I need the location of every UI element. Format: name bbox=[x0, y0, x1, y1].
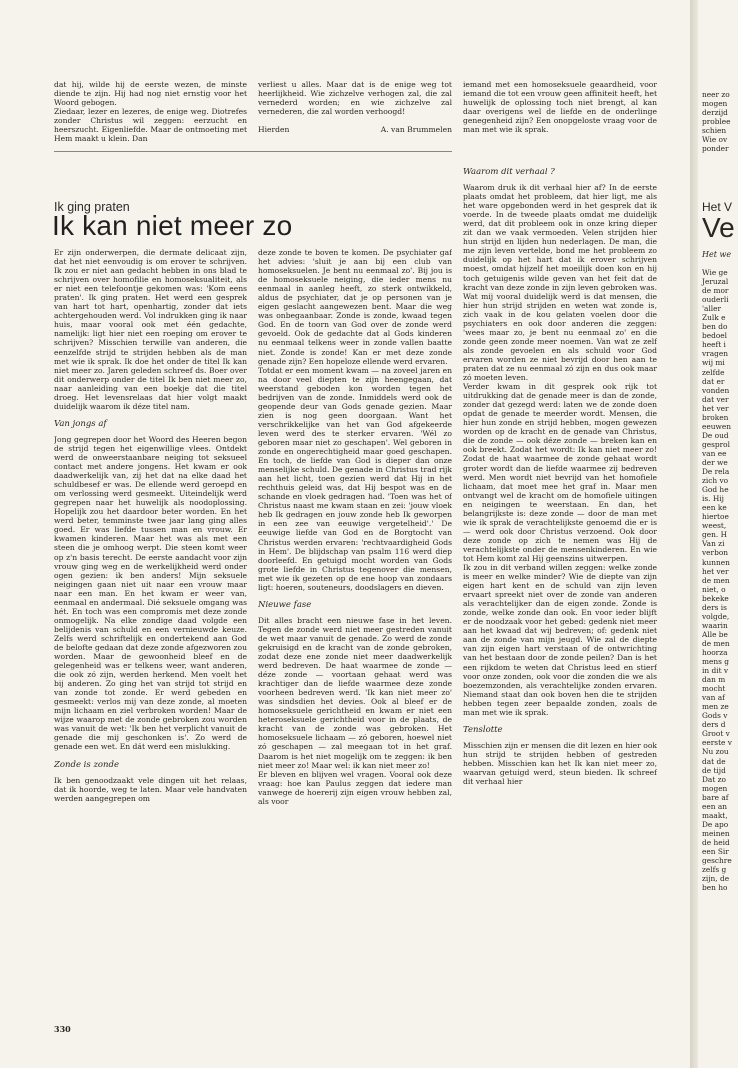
byline-author: A. van Brummelen bbox=[380, 125, 452, 135]
next-page-line: de men bbox=[702, 638, 730, 648]
next-page-line: schien bbox=[702, 126, 727, 136]
next-page-line: de men bbox=[702, 575, 730, 585]
next-page-line: dat er bbox=[702, 376, 725, 386]
article-paragraph: Er bleven en blijven wel vragen. Vooral ook deze vraag: hoe kan Paulus zeggen dat iedere man vanwege de hoererij zijn eigen vrouw hebben zal, als voor bbox=[258, 769, 452, 806]
next-page-line: mogen bbox=[702, 783, 728, 793]
next-page-line: ders is bbox=[702, 602, 727, 612]
next-page-line: mens g bbox=[702, 657, 730, 667]
next-page-line: Gods v bbox=[702, 711, 728, 721]
next-page-line: eerste v bbox=[702, 738, 732, 748]
article-paragraph: Misschien zijn er mensen die dit lezen en hier ook hun strijd te strijden hebben of gestreden hebben. Misschien kan het Ik kan niet meer zo, waarvan getuigd werd, steun bieden. Ik schreef dit verhaal hier bbox=[463, 740, 657, 787]
subheading: Zonde is zonde bbox=[54, 759, 119, 770]
article-column-3 bbox=[463, 168, 657, 1036]
next-page-line: maakt, bbox=[702, 810, 728, 820]
next-page-top-lines bbox=[702, 90, 731, 153]
next-page-line: verbon bbox=[702, 548, 729, 558]
next-page-line: Nu zou bbox=[702, 747, 729, 757]
next-page-line: de mor bbox=[702, 286, 729, 296]
next-page-line: Groot v bbox=[702, 729, 730, 739]
next-page-line: vragen bbox=[702, 349, 728, 359]
subheading: Waarom dit verhaal ? bbox=[463, 168, 555, 177]
article-headline: Ik kan niet meer zo bbox=[52, 210, 293, 241]
article-column-1 bbox=[54, 248, 247, 1020]
next-page-line: neer zo bbox=[702, 90, 730, 99]
next-page-line: bekeke bbox=[702, 593, 729, 603]
next-page-line: een an bbox=[702, 801, 728, 811]
article-column-3-top bbox=[463, 80, 657, 144]
next-page-line: gesprol bbox=[702, 439, 730, 449]
next-page-line: zelfde bbox=[702, 367, 725, 377]
book-gutter bbox=[690, 0, 698, 1068]
article-text: iemand met een homoseksuele geaardheid, voor iemand die tot een vrouw geen affiniteit heeft, het huwelijk de oplossing toch niet brengt, al kan daar overigens wel de liefde en de onderlinge genegenheid zijn? Een onopgeloste vraag voor de man met wie ik sprak. bbox=[463, 80, 657, 135]
next-page-line: ponder bbox=[702, 144, 729, 154]
next-page-line: een ke bbox=[702, 503, 727, 513]
next-page-line: het ver bbox=[702, 403, 729, 413]
next-page-line: zich vo bbox=[702, 476, 729, 486]
next-page-line: dat de bbox=[702, 756, 726, 766]
next-page-line: een Sir bbox=[702, 847, 729, 856]
next-page-line: zelfs g bbox=[702, 865, 727, 875]
section-divider bbox=[54, 151, 452, 152]
next-page-line: derzijd bbox=[702, 108, 728, 118]
next-page-line: Van zi bbox=[702, 539, 725, 549]
next-page-line: bare af bbox=[702, 792, 729, 802]
next-page-line: 'aller bbox=[702, 304, 722, 314]
next-page-line: vonden bbox=[702, 385, 730, 395]
next-page-line: Zulk e bbox=[702, 313, 726, 323]
next-page-line: Jeruzal bbox=[702, 277, 729, 287]
next-page-line: Wie ov bbox=[702, 135, 728, 145]
next-page-line: De apo bbox=[702, 819, 729, 829]
subheading: Nieuwe fase bbox=[258, 599, 312, 610]
article-column-2 bbox=[258, 248, 452, 1038]
next-page-line: God he bbox=[702, 485, 729, 495]
next-page-line: van ee bbox=[702, 448, 727, 458]
next-page-line: problee bbox=[702, 117, 731, 127]
page-number: 330 bbox=[54, 1024, 71, 1034]
next-page-subhead: Het we bbox=[702, 250, 732, 259]
prev-article-byline bbox=[258, 125, 452, 134]
article-paragraph: Totdat er een moment kwam — na zoveel jaren en na door veel diepten te zijn heengegaan, dat weerstand geboden kon worden tegen het bedrijven van de zonde. Inmiddels werd ook de geopende deur van Gods genade gezien. Maar zien is nog geen doorgaan. Want het verschrikkelijke van het van God afgekeerde leven werd des te sterker ervaren. 'Wél zo geboren maar niet zo geschapen'. Wel geboren in zonde en ongerechtigheid maar goed geschapen. En toch, de liefde van God is dieper dan onze menselijke schuld. De genade in Christus trad rijk aan het licht, toen gezien werd dat Hij in het rechthuis geleid was, dat Hij bespot was en de schande en vloek gedragen had. 'Toen was het of Christus naast me kwam staan en zei: 'jouw vloek heb Ik gedragen en jouw zonde heb Ik geworpen in een zee van eeuwige vergetelheid'.' De eeuwige liefde van God en de Borgtocht van Christus werden ervaren: 'rechtvaardigheid Gods in Hem'. De blijdschap van psalm 116 werd diep doorleefd. En getuigd mocht worden van Gods grote liefde in Christus tegenover die mensen, met wie ik gezeten op de ene hoop van zondaars ligt: hoeren, souteneurs, doodslagers en dieven. bbox=[258, 365, 452, 592]
article-paragraph: Ik zou in dit verband willen zeggen: welke zonde is meer en welke minder? Wie de diepte van zijn eigen hart kent en de schuld van zijn leven ervaart spreekt niet over de zonde van anderen als verachtelijker dan de eigen zonde. Zonde is zonde, welke zonde dan ook. En voor ieder blijft er de noodzaak voor het gebed: gedenk niet meer aan het kwaad dat wij bedreven; of: gedenk niet aan de zonde van mijn jeugd. Wie zal de diepte van zijn eigen hart verstaan of de ontwrichting van het bestaan door de zonde peilen? Dan is het een rijkdom te weten dat Christus leed en stierf voor onze zonden, ook voor die zonden die we als boezemzonden, als verachtelijke zonden ervaren. Niemand staat dan ook boven hen die te strijden hebben tegen zeer bepaalde zonden, zoals de man met wie ik sprak. bbox=[463, 563, 657, 717]
next-page-line: De rela bbox=[702, 467, 730, 477]
next-page-line: niet, o bbox=[702, 584, 726, 594]
article-paragraph: Dit alles bracht een nieuwe fase in het leven. Tegen de zonde werd niet meer gestreden vanuit de wet maar vanuit de genade. Zo werd de zonde gekruisigd en de kracht van de zonde gebroken, zodat deze ene zonde niet meer daadwerkelijk werd bedreven. De haat waarmee de zonde — déze zonde — voortaan gehaat werd was krachtiger dan de liefde waarmee deze zonde voorheen bedreven werd. 'Ik kan niet meer zo' was sindsdien het devies. Ook al bleef er de homoseksuele gerichtheid en kwam er niet een heteroseksuele gerichtheid voor in de plaats, de kracht van de zonde was gebroken. Het homoseksuele lichaam — zó geboren, hoewel niet zó geschapen — zal meegaan tot in het graf. Daarom is het niet mogelijk om te zeggen: ik ben niet meer zo! Maar wel: ik kan niet meer zo! bbox=[258, 615, 452, 770]
subheading: Van jongs af bbox=[54, 418, 107, 429]
next-page-line: zijn, de bbox=[702, 874, 730, 884]
next-page-lines bbox=[702, 268, 732, 892]
next-page-line: het ver bbox=[702, 566, 729, 576]
next-page-line: dat ver bbox=[702, 394, 729, 404]
next-page-line: geschre bbox=[702, 856, 732, 866]
next-page-line: mocht bbox=[702, 684, 726, 694]
next-page-line: Wie ge bbox=[702, 268, 728, 277]
next-page-edge bbox=[698, 0, 738, 1068]
next-page-line: men ze bbox=[702, 702, 729, 712]
article-paragraph: Waarom druk ik dit verhaal hier af? In de eerste plaats omdat het probleem, dat hier ligt, me als het ware opgebonden werd in het gesprek dat ik voerde. In de tweede plaats omdat me duidelijk werd, dat dit probleem ook in onze kring dieper zit dan we vaak vermoeden. Velen strijden hier hun strijd en lijden hun nederlagen. De man, die me zijn leven vertelde, bond me het probleem zo duidelijk op het hart dat ik erover schrijven moest, omdat hijzelf het moeilijk doen kon en hij toch getuigenis wilde geven van het feit dat de kracht van deze zonde in zijn leven gebroken was. Wat mij vooral duidelijk werd is dat mensen, die hier hun strijd strijden en weten wat zonde is, zich vaak in de kou gelaten voelen door die psychiaters en ook door anderen die zeggen: 'wees maar zo, je bent nu eenmaal zo' en die zonde geen zonde meer noemen. Van wat ze zelf als zonde gevoelen en als schuld voor God ervaren worden ze niet bevrijd door hen aan te praten dat ze nu eenmaal zó zijn en dus ook maar zó moeten leven. bbox=[463, 183, 657, 383]
article-paragraph: deze zonde te boven te komen. De psychiater gaf het advies: 'sluit je aan bij een club van homoseksuelen. Je bent nu eenmaal zo'. Bij jou is de homoseksuele neiging, die ieder mens nu eenmaal in aanleg heeft, zo sterk ontwikkeld, aldus de psychiater, dat je op personen van je eigen geslacht aangewezen bent. Maar die weg was onbegaanbaar. Zonde is zonde, kwaad tegen God. En de toorn van God over de zonde werd gevoeld. Ook de gedachte dat al Gods kinderen nu eenmaal telkens weer in zonde vallen baatte niet. Zonde is zonde! Kan er met deze zonde genade zijn? Een hopeloze ellende werd ervaren. bbox=[258, 248, 452, 366]
article-intro: Er zijn onderwerpen, die dermate delicaat zijn, dat het niet eenvoudig is om erover te schrijven. Ik zou er niet aan gedacht hebben in ons blad te schrijven over homofilie en homoseksualiteit, als er niet een telefoontje gekomen was: 'Kom eens praten'. Ik ging praten. Het werd een gesprek van hart tot hart, openhartig, zonder dat iets achtergehouden werd. Vol indrukken ging ik naar huis, maar vooral ook met één gedachte, namelijk: ligt hier niet een roeping om erover te schrijven? Misschien terwille van anderen, die eenzelfde strijd te strijden hebben als de man met wie ik sprak. Ik doe het onder de titel Ik kan niet meer zo. Jaren geleden schreef ds. Boer over dit onderwerp onder de titel Ik ben niet meer zo, naar aanleiding van een boekje dat die titel droeg. Het levensrelaas dat hier volgt maakt duidelijk waarom ik déze titel nam. bbox=[54, 248, 247, 411]
prev-article-text: verliest u alles. Maar dat is de enige weg tot heerlijkheid. Wie zichzelve verhogen zal, die zal vernederd worden; en wie zichzelve zal vernederen, die zal worden verhoogd! bbox=[258, 80, 452, 117]
next-page-line: waarin bbox=[702, 620, 728, 630]
next-page-line: is. Hij bbox=[702, 494, 724, 504]
next-page-line: in dit v bbox=[702, 666, 729, 676]
next-page-line: van af bbox=[702, 693, 725, 703]
prev-article-text: Ziedaar, lezer en lezeres, de enige weg. Diotrefes zonder Christus wil zeggen: eerzucht en heerszucht. Eigenliefde. Maar de ontmoeting met Hem maakt u klein. Dan bbox=[54, 107, 247, 144]
next-page-line: meinen bbox=[702, 828, 730, 838]
next-page-kicker: Het V bbox=[702, 200, 733, 214]
next-page-line: Alle be bbox=[702, 629, 728, 639]
next-page-line: de heid bbox=[702, 837, 730, 847]
article-paragraph: Ik ben genoodzaakt vele dingen uit het relaas, dat ik hoorde, weg te laten. Maar vele handvaten werden aangegrepen om bbox=[54, 775, 247, 803]
next-page-line: ben do bbox=[702, 322, 728, 332]
next-page-line: mogen bbox=[702, 99, 728, 109]
prev-article-text: dat hij, wilde hij de eerste wezen, de minste diende te zijn. Hij had nog niet ernstig voor het Woord gebogen. bbox=[54, 80, 247, 108]
prev-article-column-1 bbox=[54, 80, 247, 144]
article-paragraph: Verder kwam in dit gesprek ook rijk tot uitdrukking dat de genade meer is dan de zonde, zonder dat gezegd werd: laten we de zonde doen opdat de genade te meerder wordt. Mensen, die hier hun zonde en strijd hebben, mogen gewezen worden op de kracht en de genade van Christus, die de zonde — ook déze zonde — breken kan en ook breekt. Zodat het wordt: Ik kan niet meer zo! Zodat de haat waarmee de zonde gehaat wordt groter wordt dan de liefde waarmee zij bedreven werd. Men wordt niet bevrijd van het homofiele lichaam, dat moet mee het graf in. Maar men ontvangt wel de kracht om de homofiele uitingen en neigingen te weerstaan. En dan, het belangrijkste is: deze zonde — door de man met wie ik sprak de verachtelijkste genoemd die er is — werd ook door Christus verzoend. Ook door deze zonde op zich te nemen was Hij de verachtelijkste onder de mensenkinderen. En wie tot Hem komt zal Hij geenszins uitwerpen. bbox=[463, 382, 657, 563]
next-page-line: weest, bbox=[702, 521, 727, 531]
next-page-line: De oud bbox=[702, 430, 729, 440]
article-paragraph: Jong gegrepen door het Woord des Heeren begon de strijd tegen het eigenwillige vlees. Ontdekt werd de onweerstaanbare neiging tot seksueel contact met andere jongens. Het kwam er ook daadwerkelijk van, zij het dat na elke daad het schuldbesef er was. De ellende werd geroepd en om verlossing werd gesmeekt. Uiteindelijk werd gegrepen naar het huwelijk als noodoplossing. Hopelijk zou het daardoor beter worden. En het werd beter, temminste twee jaar lang ging alles goed. Er was liefde tussen man en vrouw. Er kwamen kinderen. Maar het was als met een steen die je omhoog werpt. Die steen komt weer op z'n basis terecht. De eerste aandacht voor zijn vrouw ging weg en de werkelijkheid werd onder ogen gezien: ik ben anders! Mijn seksuele neigingen gaan niet uit naar een vrouw maar naar een man. En het kwam er weer van, eenmaal en andermaal. Dié seksuele omgang was hét. En toch was een compromis met deze zonde onmogelijk. Na elke zondige daad volgde een belijdenis van schuld en een vernieuwde keuze. Zelfs werd schriftelijk en ondertekend aan God de belofte gedaan dat deze zonde afgezworen zou worden. Maar de gewoonheid bleef en de gelegenheid was er telkens weer, want anderen, die ook zó zijn, werden herkend. Men voelt het bij anderen. Zo ging het van strijd tot strijd en van zonde tot zonde. Er werd gebeden en gesmeekt: verlos mij van deze zonde, al moeten mijn lichaam en ziel verbroken worden! Maar de wijze waarop met de zonde gebroken zou worden was vanuit de wet: 'Ik ben het verplicht vanuit de genade die mij geschonken is'. Zo werd de genade een wet. En dát werd een mislukking. bbox=[54, 434, 247, 752]
next-page-line: Dat zo bbox=[702, 774, 726, 784]
next-page-headline: Ve bbox=[702, 212, 735, 243]
next-page-line: heeft i bbox=[702, 340, 726, 350]
next-page-line: gen. H bbox=[702, 530, 728, 540]
next-page-line: kunnen bbox=[702, 557, 730, 567]
subheading: Tenslotte bbox=[463, 724, 503, 735]
next-page-line: volgde, bbox=[702, 611, 730, 621]
prev-article-column-2 bbox=[258, 80, 452, 144]
next-page-line: ders d bbox=[702, 720, 726, 730]
byline-place: Hierden bbox=[258, 125, 290, 135]
next-page-line: bedoel bbox=[702, 331, 728, 341]
next-page-line: ben ho bbox=[702, 883, 728, 893]
next-page-line: de tijd bbox=[702, 765, 726, 775]
next-page-line: dan m bbox=[702, 675, 726, 685]
next-page-line: hiertoe bbox=[702, 512, 729, 522]
next-page-line: eeuwen bbox=[702, 421, 731, 431]
next-page-line: der we bbox=[702, 457, 728, 467]
next-page-line: wij mi bbox=[702, 358, 725, 368]
next-page-line: ouderli bbox=[702, 295, 729, 305]
next-page-line: hoorza bbox=[702, 647, 728, 657]
next-page-line: broken bbox=[702, 412, 729, 422]
article-kicker: Ik ging praten bbox=[54, 200, 130, 214]
